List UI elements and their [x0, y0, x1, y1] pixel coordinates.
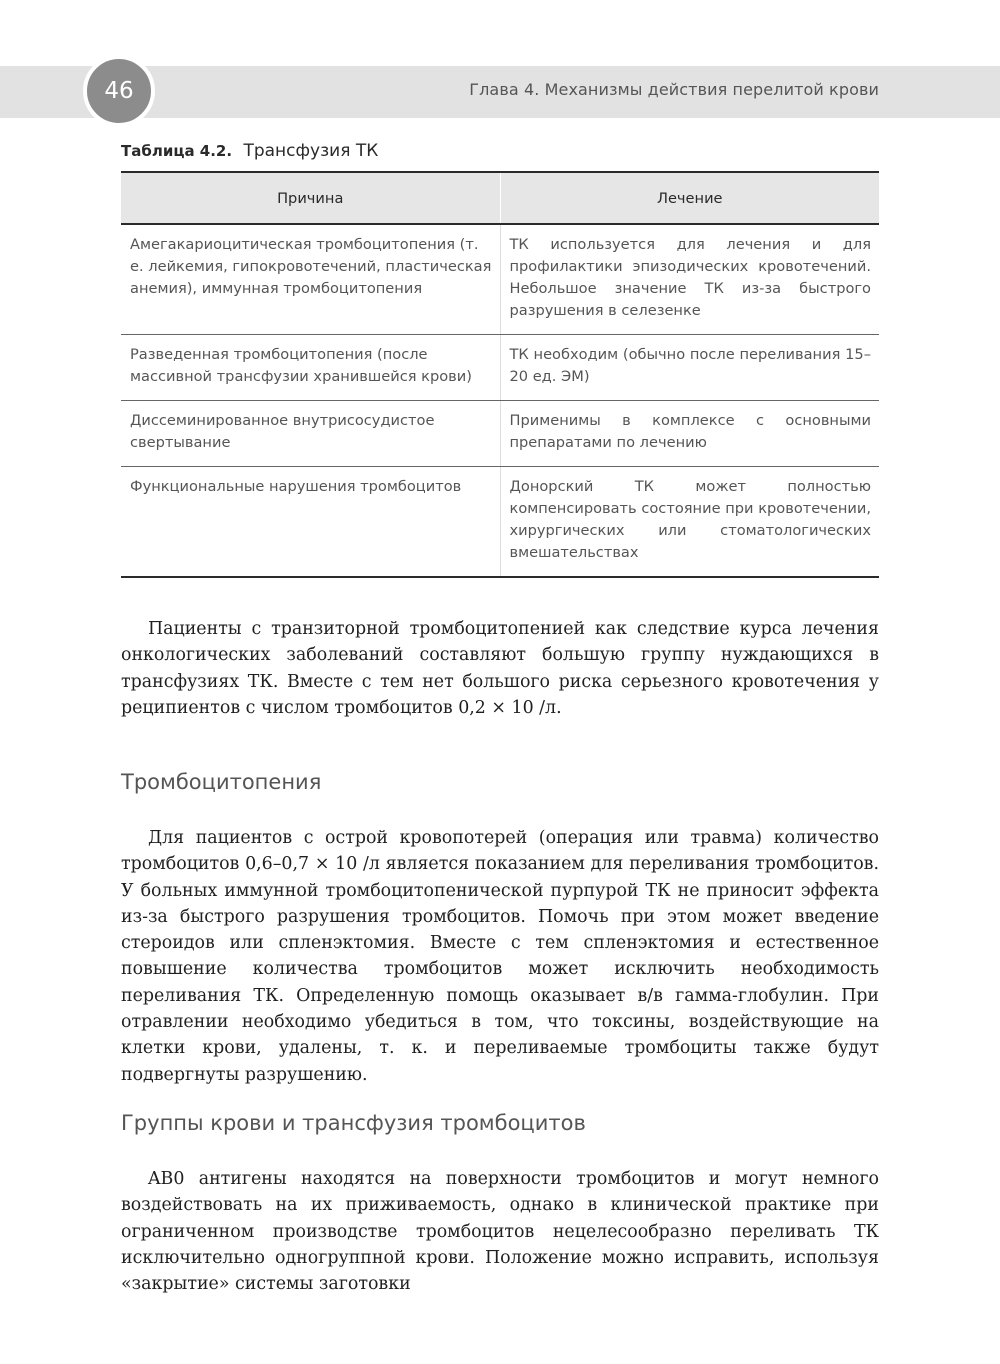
section-heading-thrombocytopenia: Тромбоцитопения: [121, 770, 322, 794]
treatment-cell: ТК необходим (обычно после переливания 15–20 ед. ЭМ): [500, 335, 879, 401]
table-row: [121, 335, 879, 401]
running-title: Глава 4. Механизмы действия перелитой крови: [469, 80, 879, 99]
page-number: 46: [83, 55, 155, 127]
table-row: [121, 467, 879, 578]
table-caption: [121, 141, 378, 161]
table-caption-number: Таблица 4.2.: [121, 142, 233, 160]
paragraph-3: AB0 антигены находятся на поверхности тромбоцитов и могут немного воздействовать на их приживаемость, однако в клинической практике при ограниченном производстве тромбоцитов нецелесообразно переливать ТК исключительно одногруппной крови. Положение можно исправить, используя «закрытие» системы заготовки: [121, 1169, 879, 1295]
table-header-row: [121, 172, 879, 224]
paragraph-1: Пациенты с транзиторной тромбоцитопенией как следствие курса лечения онкологических заболеваний составляют большую группу нуждающихся в трансфузиях ТК. Вместе с тем нет большого риска серьезного кровотечения у реципиентов с числом тромбоцитов 0,2 × 10 /л.: [121, 619, 879, 718]
cause-cell: Диссеминированное внутрисосудистое свертывание: [121, 401, 500, 467]
column-header-cause: Причина: [121, 172, 500, 224]
cause-cell: Разведенная тромбоцитопения (после массивной трансфузии хранившейся крови): [121, 335, 500, 401]
paragraph-2: Для пациентов с острой кровопотерей (операция или травма) количество тромбоцитов 0,6–0,7 × 10 /л является показанием для переливания тромбоцитов. У больных иммунной тромбоцитопенической пурпурой ТК не приносит эффекта из-за быстрого разрушения тромбоцитов. Помочь при этом может введение стероидов или спленэктомия. Вместе с тем спленэктомия и естественное повышение количества тромбоцитов может исключить необходимость переливания ТК. Определенную помощь оказывает в/в гамма-глобулин. При отравлении необходимо убедиться в том, что токсины, воздействующие на клетки крови, удалены, т. к. и переливаемые тромбоциты также будут подвергнуты разрушению.: [121, 828, 879, 1085]
table-caption-title: Трансфузия ТК: [243, 141, 379, 161]
section-heading-blood-groups: Группы крови и трансфузия тромбоцитов: [121, 1111, 586, 1135]
treatment-cell: ТК используется для лечения и для профилактики эпизодических кровотечений. Небольшое значение ТК из-за быстрого разрушения в селезенке: [500, 224, 879, 335]
cause-cell: Функциональные нарушения тромбоцитов: [121, 467, 500, 578]
treatment-cell: Донорский ТК может полностью компенсировать состояние при кровотечении, хирургических или стоматологических вмешательствах: [500, 467, 879, 578]
transfusion-table: [121, 171, 879, 578]
column-header-treatment: Лечение: [500, 172, 879, 224]
treatment-cell: Применимы в комплексе с основными препаратами по лечению: [500, 401, 879, 467]
table-row: [121, 401, 879, 467]
cause-cell: Амегакариоцитическая тромбоцитопения (т. е. лейкемия, гипокровотечений, пластическая анемия), иммунная тромбоцитопения: [121, 224, 500, 335]
table-row: [121, 224, 879, 335]
